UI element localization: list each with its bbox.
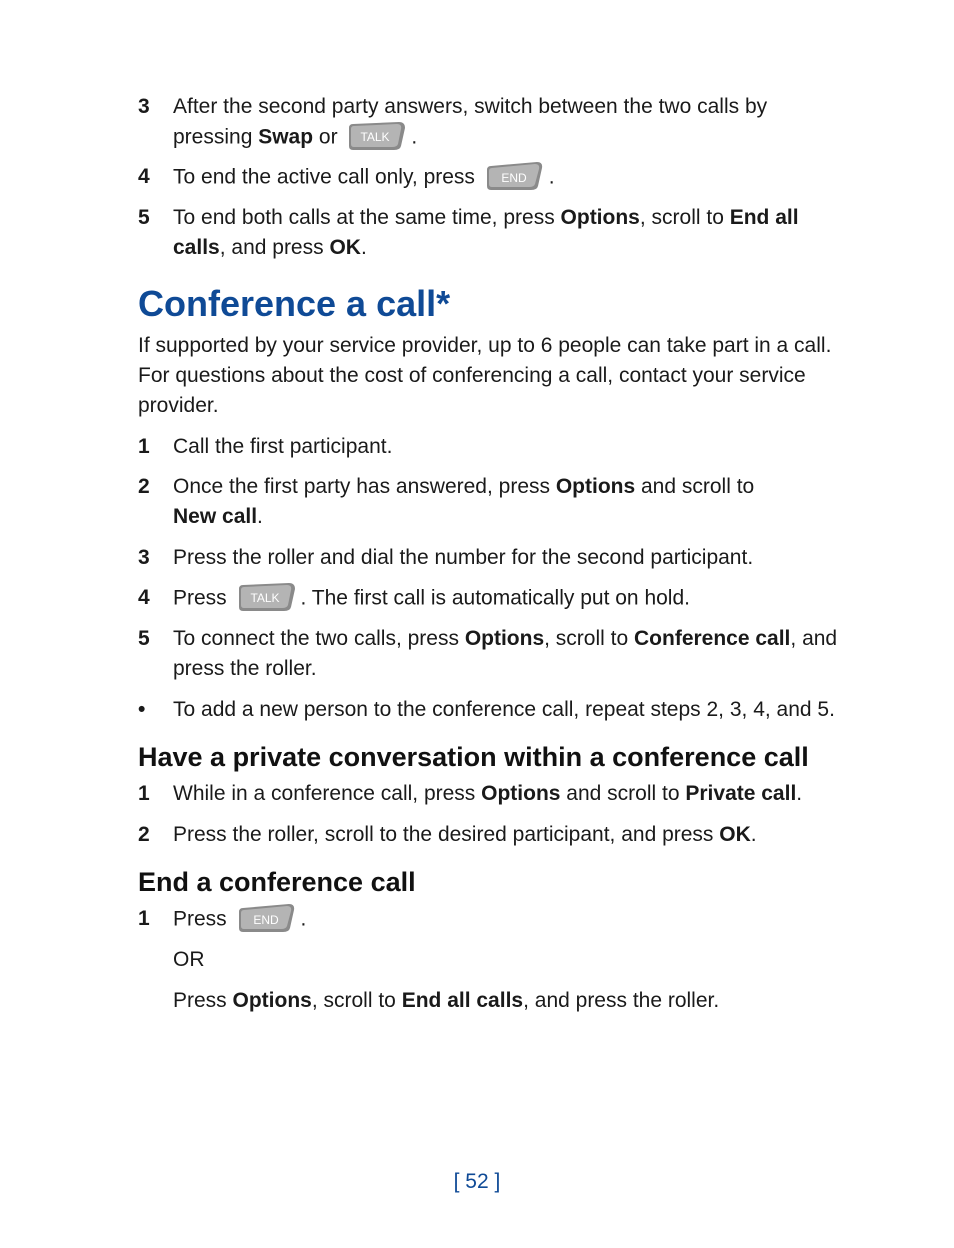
step-number: 3 bbox=[138, 546, 150, 569]
step-number: 1 bbox=[138, 907, 150, 930]
step-text: To end both calls at the same time, press Options, scroll to End all calls, and press OK. bbox=[173, 206, 799, 259]
talk-key-icon bbox=[237, 581, 297, 613]
end-conference-heading: End a conference call bbox=[138, 867, 416, 897]
bullet-mark: • bbox=[138, 698, 146, 721]
talk-key-icon bbox=[347, 120, 407, 152]
step-text: Press the roller, scroll to the desired participant, and press OK. bbox=[173, 823, 757, 846]
step-text: After the second party answers, switch between the two calls by pressing Swap or TALK . bbox=[173, 92, 838, 154]
private-heading: Have a private conversation within a conference call bbox=[138, 742, 809, 772]
step-text: Press the roller and dial the number for the second participant. bbox=[173, 546, 754, 569]
step-text: Call the first participant. bbox=[173, 435, 393, 458]
step-number: 3 bbox=[138, 95, 150, 118]
step-number: 5 bbox=[138, 627, 150, 650]
talk-key-label: TALK bbox=[360, 130, 390, 144]
section-heading: Conference a call* bbox=[138, 283, 451, 324]
intro-paragraph: If supported by your service provider, up to 6 people can take part in a call. For questions about the cost of conferencing a call, contact your service provider. bbox=[138, 334, 832, 417]
step-text: Press END . bbox=[173, 904, 838, 936]
step-number: 4 bbox=[138, 165, 150, 188]
softkey-swap: Swap bbox=[258, 125, 314, 149]
step-number: 2 bbox=[138, 823, 150, 846]
step-text: To connect the two calls, press Options, scroll to Conference call, and press the roller. bbox=[173, 627, 838, 680]
step-number: 1 bbox=[138, 435, 150, 458]
end-key-icon bbox=[237, 902, 297, 934]
end-key-icon bbox=[485, 160, 545, 192]
step-text: Press Options, scroll to End all calls, and press the roller. bbox=[173, 989, 720, 1012]
step-text: Once the first party has answered, press Options and scroll to New call. bbox=[173, 475, 755, 528]
end-key-label: END bbox=[501, 171, 527, 185]
step-number: 4 bbox=[138, 586, 150, 609]
page-number: [ 52 ] bbox=[453, 1170, 501, 1193]
end-key-label: END bbox=[252, 913, 279, 927]
or-text: OR bbox=[173, 948, 205, 971]
bullet-text: To add a new person to the conference call, repeat steps 2, 3, 4, and 5. bbox=[173, 698, 835, 721]
step-text: While in a conference call, press Options and scroll to Private call. bbox=[173, 782, 803, 805]
step-number: 2 bbox=[138, 475, 150, 498]
talk-key-label: TALK bbox=[249, 591, 280, 605]
step-number: 1 bbox=[138, 782, 150, 805]
step-text: To end the active call only, press END . bbox=[173, 162, 838, 194]
step-text: Press TALK . The first call is automatically put on hold. bbox=[173, 583, 838, 615]
step-number: 5 bbox=[138, 206, 150, 229]
